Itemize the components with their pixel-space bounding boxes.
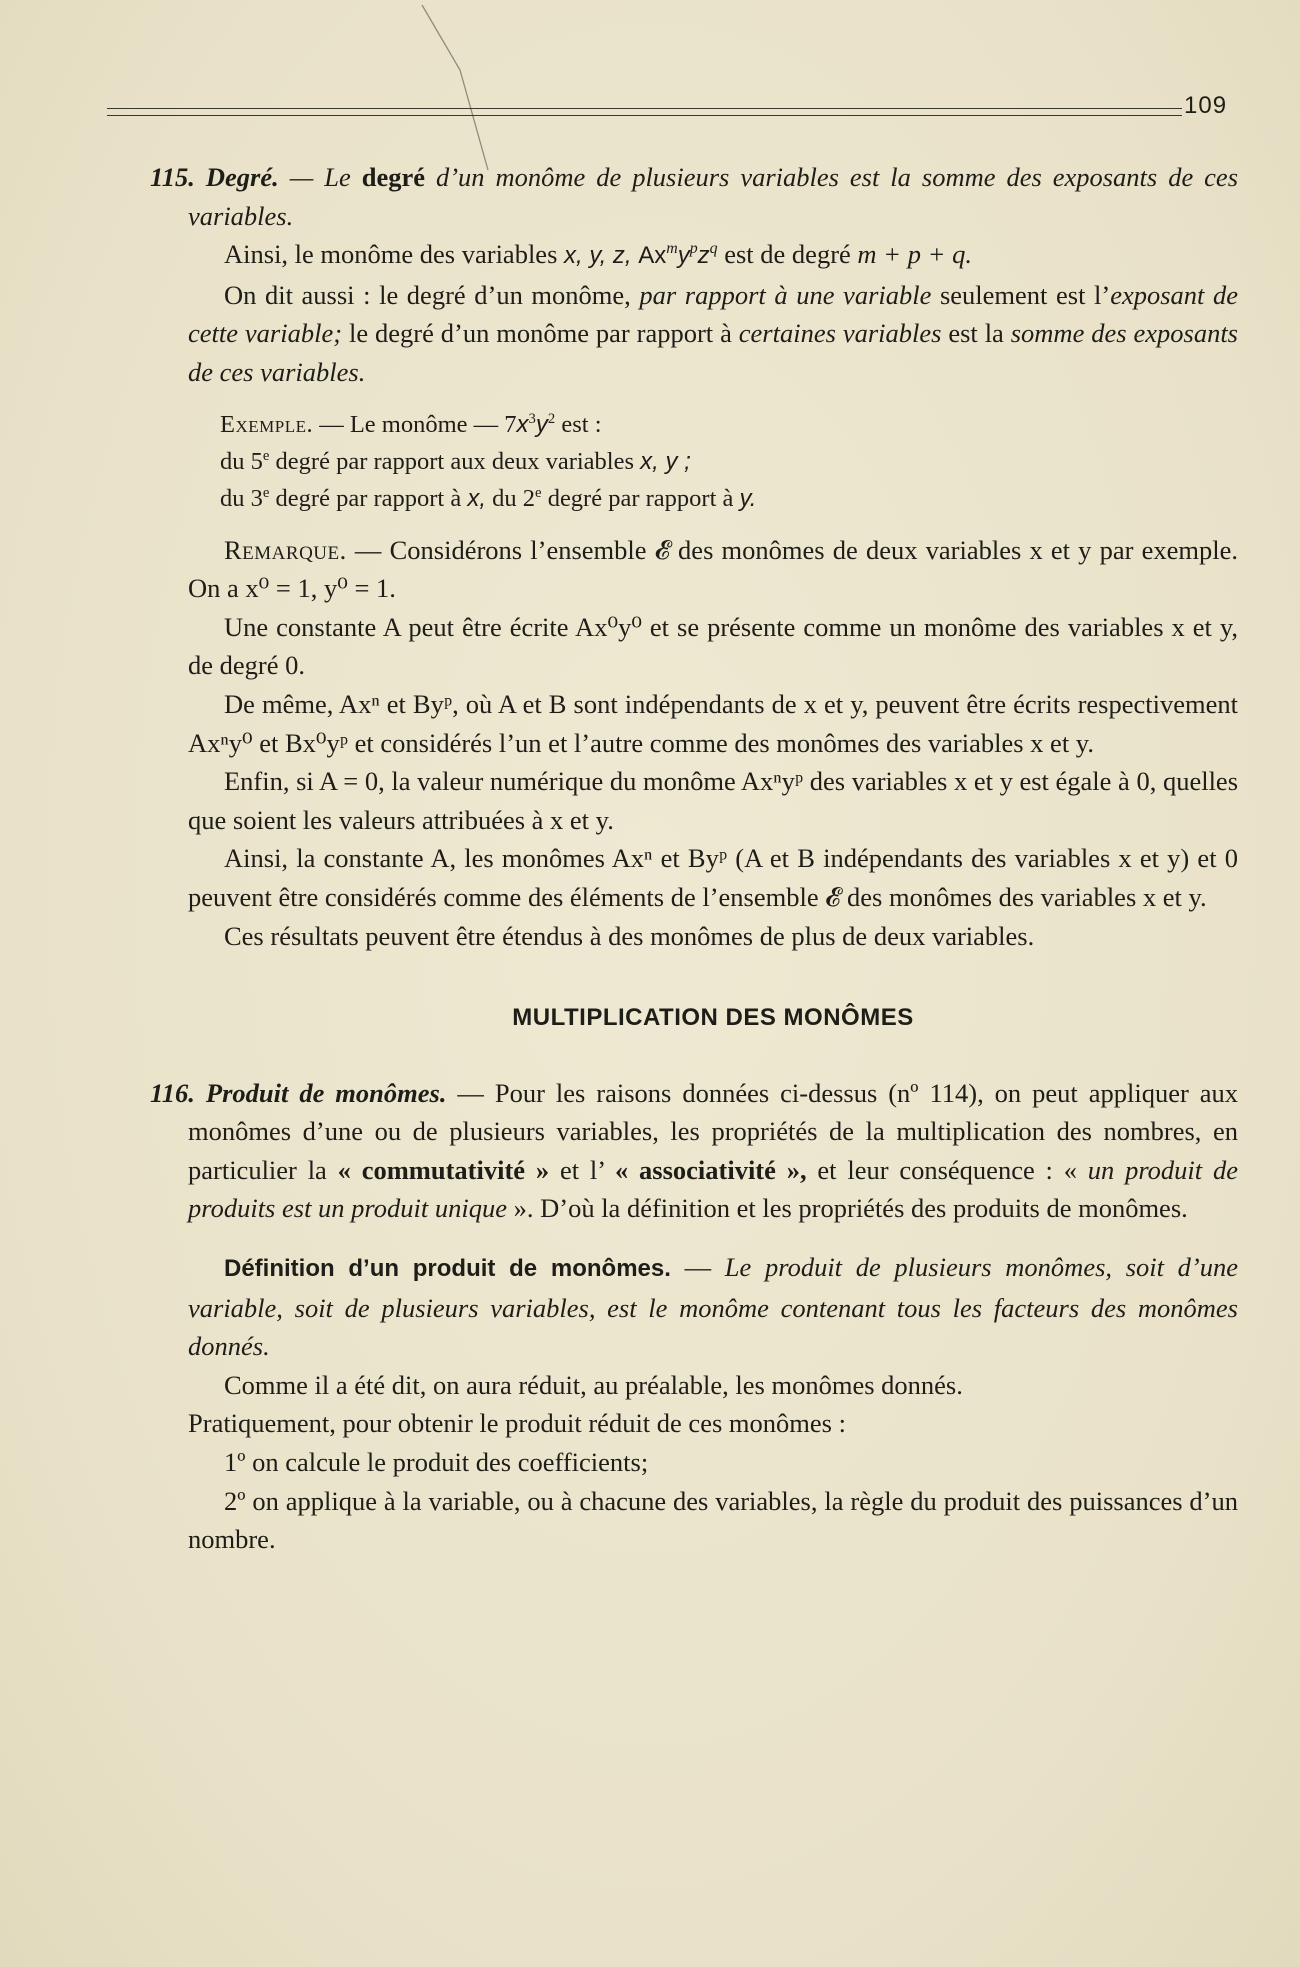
math: y. xyxy=(739,484,757,512)
page-number: 109 xyxy=(1184,92,1228,119)
text: du 2 xyxy=(486,484,536,512)
math-exp: m xyxy=(666,240,678,258)
definition-text: d’un monôme de plusieurs variables est la somme des exposants de ces variables. xyxy=(188,162,1239,231)
text: le degré d’un monôme par rapport à xyxy=(342,318,739,349)
paragraph: Ces résultats peuvent être étendus à des monômes de plus de deux variables. xyxy=(224,920,1035,951)
text: seulement est l’ xyxy=(931,279,1111,310)
section-title: Degré. xyxy=(205,162,279,192)
remark-paragraph xyxy=(188,531,1238,608)
paragraph: Une constante A peut être écrite Ax⁰y⁰ et se présente comme un monôme des variables x et y, de degré 0. xyxy=(188,611,1238,681)
text: — Considérons l’ensemble 𝓔 des monômes de deux variables x et y par exemple. On a x⁰ = 1, y⁰ = 1. xyxy=(188,534,1238,604)
paragraph xyxy=(188,235,1238,276)
math: z xyxy=(697,242,710,270)
emphasis: somme des exposants de ces variables. xyxy=(188,318,1238,387)
definition-text: Le produit de plusieurs monômes, soit d’une variable, soit de plusieurs variables, est le monôme contenant tous les facteurs des monômes donnés. xyxy=(188,1252,1239,1362)
definition-paragraph xyxy=(188,1248,1238,1366)
math: x xyxy=(516,410,529,438)
emphasis: certaines variables xyxy=(738,318,942,349)
text: est la xyxy=(941,318,1011,349)
text: est : xyxy=(555,410,602,438)
math: x, y, z, xyxy=(564,242,632,270)
math: m + p + q. xyxy=(857,239,972,270)
example-label: Exemple. xyxy=(220,410,314,438)
math-exp: e xyxy=(262,484,270,501)
list-item: 1º on calcule le produit des coefficients; xyxy=(224,1447,649,1478)
example-line xyxy=(188,443,1238,480)
math-exp: q xyxy=(709,240,718,258)
section-number: 115. xyxy=(150,162,195,192)
page-body xyxy=(150,158,1239,1559)
paragraph: Comme il a été dit, on aura réduit, au préalable, les monômes donnés. xyxy=(224,1369,963,1400)
list-item: 2º on applique à la variable, ou à chacune des variables, la règle du produit des puissances d’un nombre. xyxy=(188,1485,1238,1555)
section-115-definition xyxy=(150,158,1239,235)
text: — xyxy=(670,1252,725,1283)
text: degré par rapport à xyxy=(541,484,740,512)
section-title: Produit de monômes. xyxy=(205,1077,447,1108)
definition-keyword: degré xyxy=(361,162,425,192)
text: degré par rapport à xyxy=(269,484,468,512)
keyword: « associativité », xyxy=(614,1154,807,1185)
paragraph: Pratiquement, pour obtenir le produit réduit de ces monômes : xyxy=(188,1408,846,1439)
math-exp: 3 xyxy=(528,410,536,427)
paragraph: Ainsi, la constante A, les monômes Axⁿ et Byᵖ (A et B indépendants des variables x et y) et 0 peuvent être considérés comme des éléments de l’ensemble 𝓔 des monômes des variables x et y. xyxy=(188,843,1238,912)
example-line xyxy=(188,406,1238,443)
emphasis: un produit de produits est un produit unique xyxy=(188,1154,1238,1224)
keyword: « commutativité » xyxy=(337,1154,550,1185)
paragraph: Enfin, si A = 0, la valeur numérique du monôme Axⁿyᵖ des variables x et y est égale à 0, quelles que soient les valeurs attribuées à x et y. xyxy=(188,766,1239,835)
text: ». D’où la définition et les propriétés des produits de monômes. xyxy=(506,1193,1188,1224)
text: et l’ xyxy=(549,1154,615,1185)
example-line xyxy=(188,480,1238,517)
math-exp: e xyxy=(535,484,542,501)
remark-label: Remarque. xyxy=(224,534,347,565)
text: est de degré xyxy=(717,239,858,270)
math: x, y ; xyxy=(640,447,691,475)
emphasis: par rapport à une variable xyxy=(639,279,932,310)
text: du 5 xyxy=(220,447,263,475)
math: x, xyxy=(467,484,487,512)
text: — Le monôme — 7 xyxy=(313,410,517,438)
text: degré par rapport aux deux variables xyxy=(269,447,641,475)
math-exp: 2 xyxy=(547,410,556,427)
math-exp: e xyxy=(262,447,270,464)
pen-scratch-mark xyxy=(420,0,500,175)
text: Ainsi, le monôme des variables xyxy=(224,239,565,270)
math: Ax xyxy=(638,242,667,270)
math: y xyxy=(535,410,548,438)
example-block xyxy=(188,406,1238,517)
section-116-paragraph xyxy=(150,1074,1239,1228)
math-exp: p xyxy=(689,240,698,258)
text: du 3 xyxy=(220,484,263,512)
text: On dit aussi : le degré d’un monôme, xyxy=(224,279,640,310)
section-heading: MULTIPLICATION DES MONÔMES xyxy=(512,1004,914,1032)
definition-text: — Le xyxy=(278,162,362,192)
text: — Pour les raisons données ci-dessus (nº 114), on peut appliquer aux monômes d’une ou de plusieurs variables, les propriétés de la multiplication des nombres, en particulier la xyxy=(188,1077,1239,1185)
header-rule xyxy=(107,108,1182,116)
paragraph xyxy=(188,276,1238,392)
definition-label: Définition d’un produit de monômes. xyxy=(224,1255,671,1283)
emphasis: exposant de cette variable; xyxy=(188,279,1239,349)
section-number: 116. xyxy=(150,1077,195,1108)
math: y xyxy=(677,242,690,270)
text: et leur conséquence : « xyxy=(806,1154,1088,1185)
paragraph: De même, Axⁿ et Byᵖ, où A et B sont indépendants de x et y, peuvent être écrits respectivement Axⁿy⁰ et Bx⁰yᵖ et considérés l’un et l’autre comme des monômes des variables x et y. xyxy=(188,688,1238,758)
